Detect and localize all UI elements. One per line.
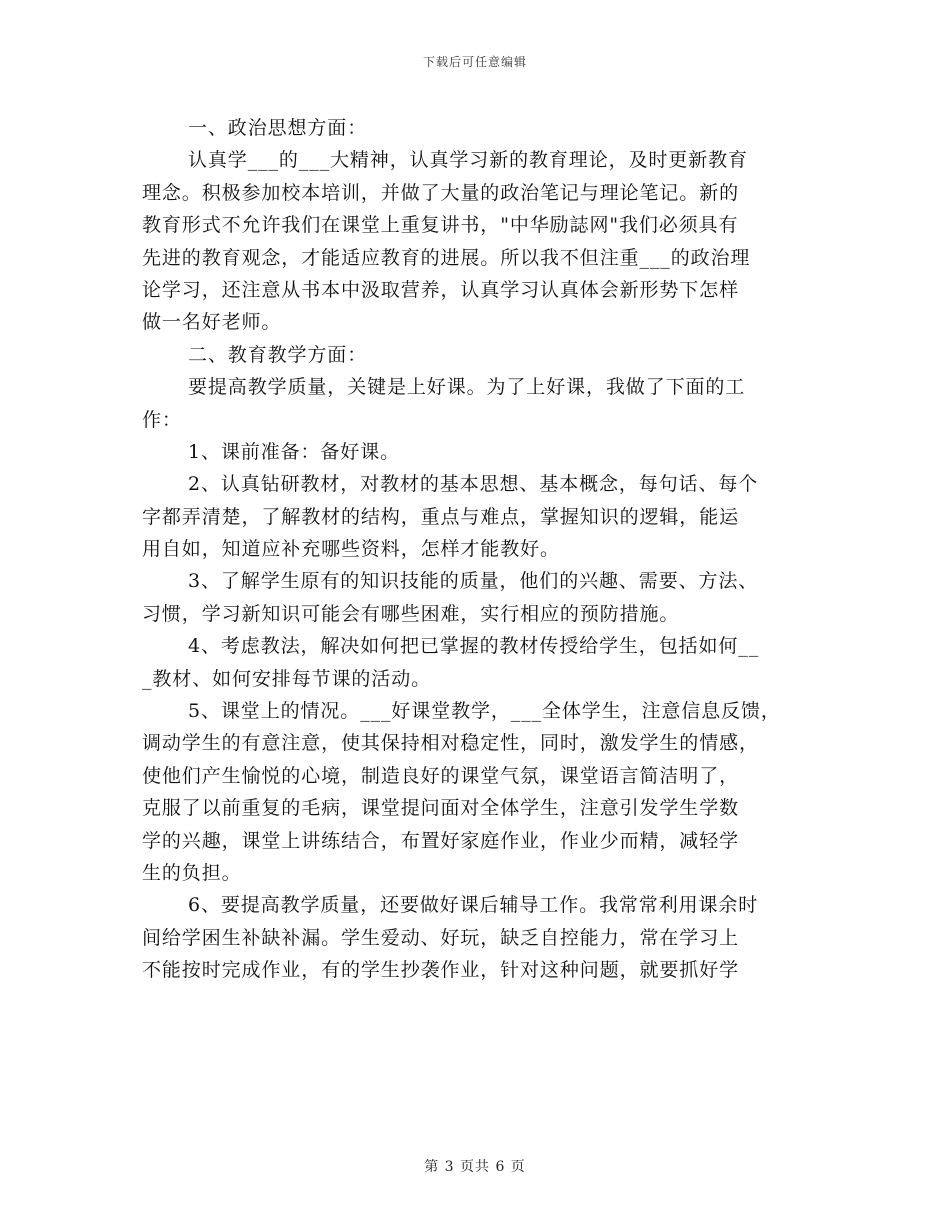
text-line: 调动学生的有意注意，使其保持相对稳定性，同时，激发学生的情感， xyxy=(142,732,759,755)
text-line: 先进的教育观念，才能适应教育的进展。所以我不但注重___的政治理 xyxy=(142,246,751,269)
page-footer: 第 3 页共 6 页 xyxy=(424,1159,526,1175)
text-line: 二、教育教学方面： xyxy=(188,343,368,366)
text-line: 间给学困生补缺补漏。学生爱动、好玩，缺乏自控能力，常在学习上 xyxy=(142,926,740,949)
paragraph-item-1 xyxy=(142,436,830,468)
text-line: 字都弄清楚，了解教材的结构，重点与难点，掌握知识的逻辑，能运 xyxy=(142,505,740,528)
paragraph-item-2 xyxy=(142,468,830,565)
text-line: 论学习，还注意从书本中汲取营养，认真学习认真体会新形势下怎样 xyxy=(142,278,740,301)
text-line: 2、认真钻研教材，对教材的基本思想、基本概念，每句话、每个 xyxy=(188,473,759,496)
document-body xyxy=(142,112,830,987)
text-line: 使他们产生愉悦的心境，制造良好的课堂气氛，课堂语言简洁明了， xyxy=(142,764,740,787)
page-header: 下载后可任意编辑 xyxy=(422,55,527,69)
text-line: 学的兴趣，课堂上讲练结合，布置好家庭作业，作业少而精，减轻学 xyxy=(142,829,740,852)
paragraph-item-6 xyxy=(142,889,830,986)
paragraph-political-study xyxy=(142,144,830,338)
text-line: 克服了以前重复的毛病，课堂提问面对全体学生，注意引发学生学数 xyxy=(142,797,740,820)
heading-teaching xyxy=(142,339,830,371)
text-line: 生的负担。 xyxy=(142,861,242,884)
text-line: 要提高教学质量，关键是上好课。为了上好课，我做了下面的工 xyxy=(188,376,746,399)
text-line: _教材、如何安排每节课的活动。 xyxy=(142,667,432,690)
text-line: 不能按时完成作业，有的学生抄袭作业，针对这种问题，就要抓好学 xyxy=(142,959,740,982)
text-line: 一、政治思想方面： xyxy=(188,117,368,139)
text-line: 教育形式不允许我们在课堂上重复讲书，"中华励誌网"我们必须具有 xyxy=(142,214,739,237)
text-line: 理念。积极参加校本培训，并做了大量的政治笔记与理论笔记。新的 xyxy=(142,181,740,204)
text-line: 6、要提高教学质量，还要做好课后辅导工作。我常常利用课余时 xyxy=(188,894,759,917)
paragraph-item-4 xyxy=(142,630,830,695)
text-line: 习惯，学习新知识可能会有哪些困难，实行相应的预防措施。 xyxy=(142,602,680,625)
text-line: 1、课前准备：备好课。 xyxy=(188,440,400,463)
paragraph-teaching-intro xyxy=(142,371,830,436)
paragraph-item-5 xyxy=(142,695,830,889)
text-line: 作： xyxy=(142,408,182,431)
heading-political-thought xyxy=(142,112,830,144)
text-line: 认真学___的___大精神，认真学习新的教育理论，及时更新教育 xyxy=(188,149,748,172)
text-line: 3、了解学生原有的知识技能的质量，他们的兴趣、需要、方法、 xyxy=(188,570,759,593)
text-line: 做一名好老师。 xyxy=(142,311,282,334)
paragraph-item-3 xyxy=(142,565,830,630)
text-line: 5、课堂上的情况。___好课堂教学，___全体学生，注意信息反馈， xyxy=(188,700,781,723)
text-line: 用自如，知道应补充哪些资料，怎样才能教好。 xyxy=(142,538,560,561)
text-line: 4、考虑教法，解决如何把已掌握的教材传授给学生，包括如何__ xyxy=(188,635,760,658)
